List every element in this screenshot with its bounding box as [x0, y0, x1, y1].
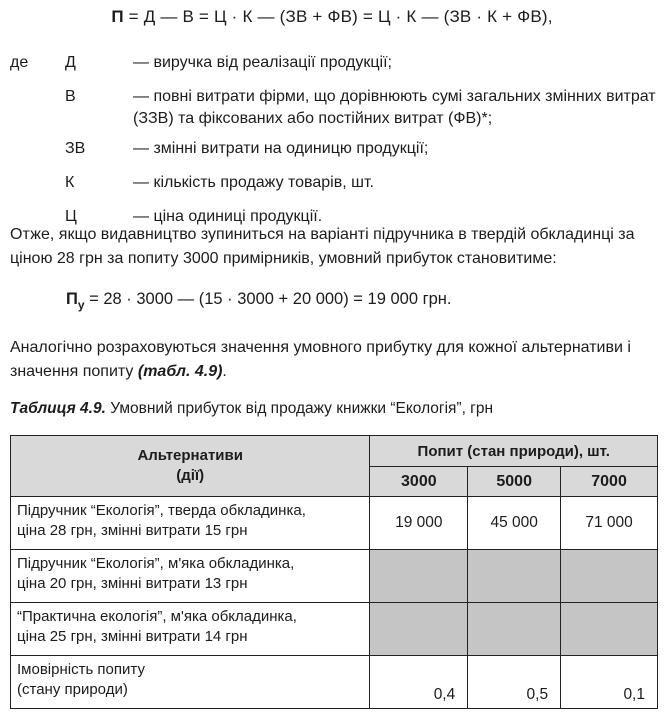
- probability-row: [11, 656, 658, 709]
- probability-label-cell: [11, 656, 370, 709]
- header-demand-value: 7000: [561, 467, 658, 497]
- table-header-row: [11, 436, 658, 467]
- definition-row: [10, 86, 660, 130]
- definition-symbol: Ц: [65, 208, 77, 225]
- formula-expression: = 28 · 3000 — (15 · 3000 + 20 000) = 19 000 грн.: [84, 290, 452, 308]
- definition-text: — кількість продажу товарів, шт.: [133, 174, 374, 191]
- definition-row: [10, 172, 660, 194]
- empty-shaded-cell: [370, 603, 468, 656]
- probability-line2: (стану природи): [17, 681, 128, 698]
- probability-value: 0,4: [370, 656, 468, 709]
- alternative-line2: ціна 28 грн, змінні витрати 15 грн: [17, 522, 248, 539]
- paragraph-end: .: [222, 363, 227, 380]
- alternative-cell: [11, 497, 370, 550]
- profit-symbol: П: [111, 7, 124, 26]
- definition-text: — виручка від реалізації продукції;: [133, 54, 392, 71]
- profit-value: 45 000: [468, 497, 561, 550]
- definition-symbol: ЗВ: [65, 140, 86, 157]
- header-alternatives-line1: Альтернативи: [137, 447, 243, 464]
- formula-subscript: у: [77, 298, 85, 312]
- alternative-line2: ціна 20 грн, змінні витрати 13 грн: [17, 575, 248, 592]
- definition-text: — ціна одиниці продукції.: [133, 208, 323, 225]
- definitions-list: [10, 52, 660, 240]
- formula-expression: = Д — В = Ц · К — (ЗВ + ФВ) = Ц · К — (ЗВ · К + ФВ),: [123, 7, 553, 26]
- definition-lead: де: [10, 54, 29, 71]
- header-demand-value: 5000: [468, 467, 561, 497]
- definition-text: — повні витрати фірми, що дорівнюють сумі загальних змінних витрат (ЗЗВ) та фіксованих або постійних витрат (ФВ)*;: [133, 88, 656, 127]
- table-reference: (табл. 4.9): [137, 363, 223, 380]
- paragraph-conclusion: Отже, якщо видавництво зупиниться на варіанті підручника в твердій обкладинці за ціною 28 грн за попиту 3000 примірників, умовний прибуток становитиме:: [10, 226, 635, 267]
- profit-value: 71 000: [561, 497, 658, 550]
- table-row: [11, 550, 658, 603]
- alternative-line1: Підручник “Екологія”, м'яка обкладинка,: [17, 555, 295, 572]
- main-profit-formula: [0, 7, 664, 27]
- paragraph-analogous: [10, 336, 658, 384]
- header-alternatives: [11, 436, 370, 497]
- table-row: [11, 603, 658, 656]
- alternative-cell: [11, 550, 370, 603]
- table-caption: [10, 400, 493, 418]
- formula-symbol: П: [66, 290, 78, 308]
- profit-value: 19 000: [370, 497, 468, 550]
- empty-shaded-cell: [370, 550, 468, 603]
- empty-shaded-cell: [561, 550, 658, 603]
- empty-shaded-cell: [468, 550, 561, 603]
- header-demand: Попит (стан природи), шт.: [370, 436, 658, 467]
- probability-line1: Імовірність попиту: [17, 661, 145, 678]
- definition-row: [10, 138, 660, 160]
- probability-value: 0,1: [561, 656, 658, 709]
- definition-symbol: Д: [65, 54, 76, 71]
- alternative-line1: “Практична екологія”, м'яка обкладинка,: [17, 608, 297, 625]
- alternative-line1: Підручник “Екологія”, тверда обкладинка,: [17, 502, 306, 519]
- definition-row: [10, 52, 660, 74]
- paragraph-text: Аналогічно розраховуються значення умовного прибутку для кожної альтернативи і значення попиту: [10, 339, 631, 380]
- profit-table: [10, 435, 658, 709]
- definition-symbol: В: [65, 88, 76, 105]
- table-caption-label: Таблиця 4.9.: [10, 400, 106, 417]
- probability-value: 0,5: [468, 656, 561, 709]
- empty-shaded-cell: [561, 603, 658, 656]
- table-row: [11, 497, 658, 550]
- conditional-profit-formula: [66, 290, 451, 312]
- header-alternatives-line2: (дії): [176, 467, 205, 484]
- alternative-cell: [11, 603, 370, 656]
- empty-shaded-cell: [468, 603, 561, 656]
- definition-text: — змінні витрати на одиницю продукції;: [133, 140, 429, 157]
- header-demand-value: 3000: [370, 467, 468, 497]
- definition-symbol: К: [65, 174, 75, 191]
- alternative-line2: ціна 25 грн, змінні витрати 14 грн: [17, 628, 248, 645]
- table-caption-text: Умовний прибуток від продажу книжки “Екологія”, грн: [105, 400, 494, 417]
